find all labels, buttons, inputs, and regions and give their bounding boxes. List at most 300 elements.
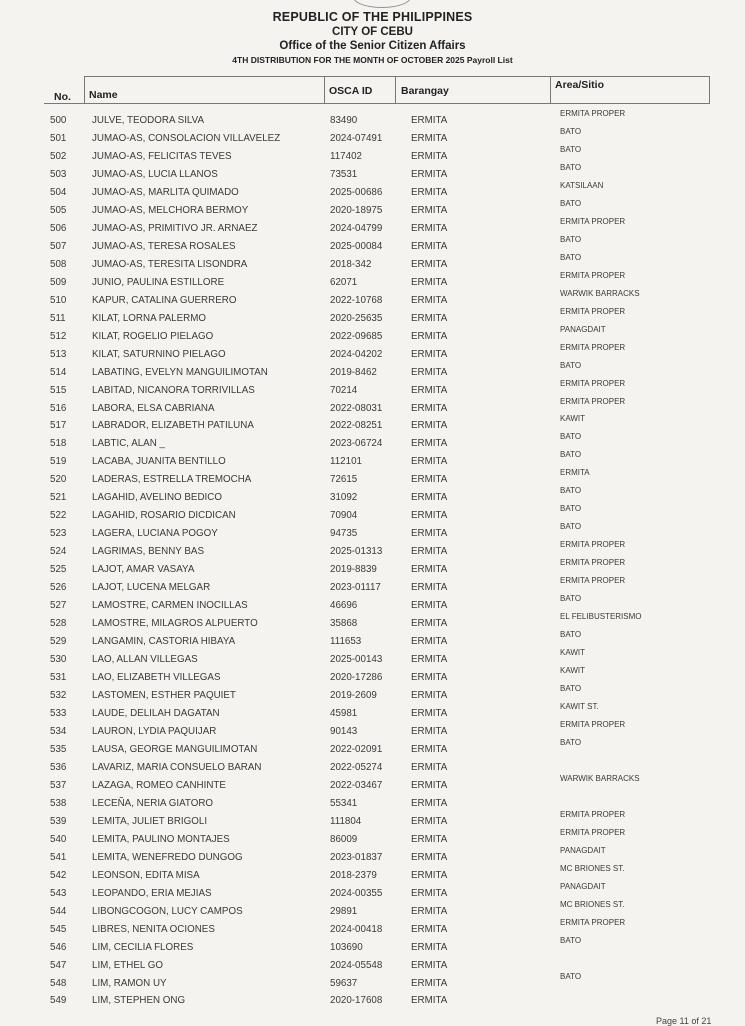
- header-city: CITY OF CEBU: [332, 26, 413, 38]
- header-divider: [84, 76, 85, 103]
- row-area: BATO: [560, 504, 582, 514]
- header-country: REPUBLIC OF THE PHILIPPINES: [272, 10, 473, 24]
- row-osca-id: 2019-8839: [330, 564, 377, 576]
- row-number: 526: [50, 582, 67, 594]
- row-osca-id: 2022-08031: [330, 402, 383, 414]
- row-area: BATO: [560, 126, 582, 136]
- column-no: No.: [54, 91, 71, 103]
- row-number: 523: [50, 528, 67, 540]
- header-divider: [709, 76, 710, 103]
- row-area: ERMITA PROPER: [560, 216, 626, 226]
- header-divider: [324, 76, 325, 103]
- row-name: LABRADOR, ELIZABETH PATILUNA: [92, 420, 254, 432]
- row-osca-id: 2019-8462: [330, 366, 377, 378]
- table-row: [0, 971, 745, 994]
- row-area: KAWIT ST.: [560, 701, 599, 711]
- row-barangay: ERMITA: [411, 672, 448, 684]
- row-osca-id: 2023-06724: [330, 438, 383, 450]
- row-barangay: ERMITA: [411, 887, 448, 899]
- table-row: [0, 486, 745, 508]
- row-osca-id: 111653: [330, 636, 362, 648]
- row-number: 528: [50, 618, 67, 630]
- row-area: ERMITA PROPER: [560, 342, 626, 352]
- row-name: LIM, RAMON UY: [92, 977, 167, 989]
- row-barangay: ERMITA: [411, 492, 448, 504]
- row-area: BATO: [560, 360, 582, 370]
- row-name: LACABA, JUANITA BENTILLO: [92, 456, 226, 468]
- row-osca-id: 62071: [330, 276, 358, 288]
- row-number: 501: [50, 132, 67, 144]
- row-name: LAMOSTRE, CARMEN INOCILLAS: [92, 600, 248, 612]
- table-row: [0, 576, 745, 598]
- row-name: LABTIC, ALAN _: [92, 438, 165, 450]
- table-row: [0, 917, 745, 940]
- row-osca-id: 83490: [330, 115, 358, 126]
- row-area: WARWIK BARRACKS: [560, 773, 640, 783]
- row-name: LABITAD, NICANORA TORRIVILLAS: [92, 384, 255, 396]
- row-osca-id: 2023-01117: [330, 582, 381, 594]
- table-row: [0, 796, 745, 814]
- row-number: 541: [50, 851, 67, 863]
- row-area: MC BRIONES ST.: [560, 863, 625, 873]
- row-name: LAURON, LYDIA PAQUIJAR: [92, 725, 217, 737]
- row-name: LAGRIMAS, BENNY BAS: [92, 546, 204, 558]
- row-osca-id: 2020-25635: [330, 312, 383, 324]
- row-number: 511: [50, 312, 66, 324]
- row-name: LIM, STEPHEN ONG: [92, 995, 186, 1007]
- row-barangay: ERMITA: [411, 258, 448, 270]
- row-area: BATO: [560, 144, 582, 154]
- table-row: [0, 306, 745, 329]
- row-name: LAO, ALLAN VILLEGAS: [92, 654, 198, 666]
- row-osca-id: 2024-00355: [330, 887, 383, 899]
- row-osca-id: 2024-04202: [330, 348, 383, 360]
- row-barangay: ERMITA: [411, 186, 448, 198]
- row-osca-id: 59637: [330, 977, 358, 989]
- row-area: ERMITA: [560, 468, 590, 478]
- row-barangay: ERMITA: [411, 743, 448, 755]
- table-row: [0, 809, 745, 832]
- row-osca-id: 46696: [330, 600, 358, 612]
- row-barangay: ERMITA: [411, 240, 448, 252]
- row-number: 517: [50, 420, 67, 432]
- row-area: ERMITA PROPER: [560, 378, 626, 388]
- row-area: ERMITA PROPER: [560, 719, 626, 729]
- row-barangay: ERMITA: [411, 510, 448, 522]
- row-area: BATO: [560, 432, 582, 442]
- row-number: 513: [50, 348, 67, 360]
- row-name: LECEÑA, NERIA GIATORO: [92, 797, 214, 809]
- row-barangay: ERMITA: [411, 204, 448, 216]
- row-number: 510: [50, 294, 67, 306]
- row-number: 529: [50, 636, 67, 648]
- row-number: 521: [50, 492, 67, 504]
- table-row: [0, 414, 745, 436]
- column-barangay: Barangay: [401, 85, 449, 97]
- row-barangay: ERMITA: [411, 654, 448, 666]
- table-row: [0, 162, 745, 185]
- table-row: [0, 109, 745, 131]
- row-name: JUMAO-AS, PRIMITIVO JR. ARNAEZ: [92, 222, 258, 234]
- row-barangay: ERMITA: [411, 725, 448, 737]
- row-area: ERMITA PROPER: [560, 558, 626, 568]
- row-number: 525: [50, 564, 67, 576]
- table-row: [0, 378, 745, 401]
- row-barangay: ERMITA: [411, 618, 448, 630]
- table-row: [0, 288, 745, 311]
- row-osca-id: 2022-05274: [330, 761, 383, 773]
- row-number: 544: [50, 905, 67, 917]
- row-osca-id: 86009: [330, 833, 358, 845]
- row-osca-id: 2020-17286: [330, 672, 383, 684]
- page-number: Page 11 of 21: [656, 1016, 712, 1026]
- table-row: [0, 360, 745, 383]
- row-name: LAJOT, AMAR VASAYA: [92, 564, 195, 576]
- row-barangay: ERMITA: [411, 582, 448, 594]
- row-area: KAWIT: [560, 414, 586, 424]
- row-osca-id: 29891: [330, 905, 358, 917]
- row-name: LIM, ETHEL GO: [92, 959, 163, 971]
- row-number: 540: [50, 833, 67, 845]
- row-barangay: ERMITA: [411, 923, 448, 935]
- row-area: ERMITA PROPER: [560, 809, 626, 819]
- table-row: [0, 719, 745, 742]
- row-name: LIM, CECILIA FLORES: [92, 941, 194, 953]
- row-name: LANGAMIN, CASTORIA HIBAYA: [92, 636, 236, 648]
- row-barangay: ERMITA: [411, 779, 448, 791]
- row-number: 504: [50, 186, 67, 198]
- row-number: 546: [50, 941, 67, 953]
- table-row: [0, 701, 745, 724]
- row-number: 530: [50, 654, 67, 666]
- table-row: [0, 648, 745, 670]
- row-area: PANAGDAIT: [560, 324, 606, 334]
- row-area: BATO: [560, 522, 582, 532]
- row-area: ERMITA PROPER: [560, 827, 626, 837]
- table-row: [0, 324, 745, 347]
- table-row: [0, 234, 745, 257]
- row-name: JUMAO-AS, FELICITAS TEVES: [92, 150, 232, 162]
- row-number: 522: [50, 510, 67, 522]
- row-osca-id: 2020-17608: [330, 995, 383, 1007]
- row-area: BATO: [560, 737, 582, 747]
- header-divider: [550, 76, 551, 103]
- row-name: JUMAO-AS, CONSOLACION VILLAVELEZ: [92, 132, 281, 144]
- table-row: [0, 935, 745, 958]
- row-number: 509: [50, 276, 67, 288]
- table-row: [0, 630, 745, 652]
- column-name: Name: [89, 89, 118, 101]
- row-barangay: ERMITA: [411, 690, 448, 701]
- row-osca-id: 2022-10768: [330, 294, 383, 306]
- row-name: JUNIO, PAULINA ESTILLORE: [92, 276, 225, 288]
- table-row: [0, 216, 745, 239]
- row-number: 514: [50, 366, 67, 378]
- row-barangay: ERMITA: [411, 528, 448, 540]
- row-barangay: ERMITA: [411, 384, 448, 396]
- row-barangay: ERMITA: [411, 366, 448, 378]
- row-barangay: ERMITA: [411, 115, 448, 126]
- row-number: 538: [50, 797, 67, 809]
- payroll-rows: [0, 109, 745, 1011]
- row-name: JUMAO-AS, TERESITA LISONDRA: [92, 258, 248, 270]
- table-row: [0, 252, 745, 275]
- row-name: JUMAO-AS, MELCHORA BERMOY: [92, 204, 249, 216]
- row-area: ERMITA PROPER: [560, 109, 626, 118]
- row-name: LAGAHID, AVELINO BEDICO: [92, 492, 222, 504]
- row-osca-id: 2022-08251: [330, 420, 383, 432]
- row-barangay: ERMITA: [411, 168, 448, 180]
- row-name: JUMAO-AS, MARLITA QUIMADO: [92, 186, 239, 198]
- row-barangay: ERMITA: [411, 402, 448, 414]
- row-number: 534: [50, 725, 67, 737]
- row-number: 535: [50, 743, 67, 755]
- row-osca-id: 2023-01837: [330, 851, 383, 863]
- row-area: BATO: [560, 684, 582, 693]
- row-osca-id: 2024-07491: [330, 132, 383, 144]
- header-distribution: 4TH DISTRIBUTION FOR THE MONTH OF OCTOBER 2025 Payroll List: [232, 55, 513, 65]
- row-area: BATO: [560, 630, 582, 640]
- row-barangay: ERMITA: [411, 851, 448, 863]
- row-osca-id: 2024-05548: [330, 959, 383, 971]
- row-osca-id: 2018-2379: [330, 869, 377, 881]
- table-row: [0, 504, 745, 526]
- row-area: ERMITA PROPER: [560, 917, 626, 927]
- row-area: PANAGDAIT: [560, 881, 606, 891]
- row-barangay: ERMITA: [411, 420, 448, 432]
- table-row: [0, 737, 745, 760]
- row-number: 533: [50, 707, 67, 719]
- table-row: [0, 881, 745, 904]
- row-name: JULVE, TEODORA SILVA: [92, 115, 204, 126]
- row-osca-id: 72615: [330, 474, 358, 486]
- row-number: 519: [50, 456, 67, 468]
- row-barangay: ERMITA: [411, 869, 448, 881]
- row-barangay: ERMITA: [411, 761, 448, 773]
- row-number: 506: [50, 222, 67, 234]
- row-name: LIBONGCOGON, LUCY CAMPOS: [92, 905, 243, 917]
- row-barangay: ERMITA: [411, 905, 448, 917]
- header-office: Office of the Senior Citizen Affairs: [279, 40, 466, 52]
- row-osca-id: 45981: [330, 707, 358, 719]
- table-row: [0, 522, 745, 544]
- row-name: LEOPANDO, ERIA MEJIAS: [92, 887, 212, 899]
- row-osca-id: 35868: [330, 618, 358, 630]
- row-osca-id: 2022-03467: [330, 779, 383, 791]
- row-osca-id: 94735: [330, 528, 358, 540]
- row-area: KATSILAAN: [560, 180, 604, 190]
- row-area: KAWIT: [560, 648, 586, 658]
- row-barangay: ERMITA: [411, 600, 448, 612]
- column-osca-id: OSCA ID: [329, 85, 373, 97]
- table-row: [0, 432, 745, 454]
- row-barangay: ERMITA: [411, 348, 448, 360]
- column-area: Area/Sitio: [555, 79, 605, 91]
- row-barangay: ERMITA: [411, 546, 448, 558]
- row-area: BATO: [560, 486, 582, 496]
- row-barangay: ERMITA: [411, 474, 448, 486]
- row-name: LAUSA, GEORGE MANGUILIMOTAN: [92, 743, 258, 755]
- row-barangay: ERMITA: [411, 150, 448, 162]
- row-name: JUMAO-AS, TERESA ROSALES: [92, 240, 236, 252]
- row-area: ERMITA PROPER: [560, 270, 626, 280]
- row-osca-id: 31092: [330, 492, 358, 504]
- row-osca-id: 2018-342: [330, 258, 372, 270]
- row-barangay: ERMITA: [411, 707, 448, 719]
- row-number: 512: [50, 330, 67, 342]
- row-osca-id: 2024-04799: [330, 222, 383, 234]
- header-line-top: [84, 76, 710, 77]
- table-row: [0, 396, 745, 419]
- row-name: LADERAS, ESTRELLA TREMOCHA: [92, 474, 252, 486]
- row-barangay: ERMITA: [411, 132, 448, 144]
- row-number: 542: [50, 869, 67, 881]
- row-number: 524: [50, 546, 67, 558]
- row-name: LABORA, ELSA CABRIANA: [92, 402, 215, 414]
- table-row: [0, 845, 745, 868]
- row-number: 503: [50, 168, 67, 180]
- table-row: [0, 899, 745, 922]
- table-row: [0, 198, 745, 221]
- row-name: LEMITA, JULIET BRIGOLI: [92, 815, 208, 827]
- row-number: 520: [50, 474, 67, 486]
- table-row: [0, 863, 745, 886]
- row-area: BATO: [560, 162, 582, 172]
- row-barangay: ERMITA: [411, 276, 448, 288]
- table-row: [0, 773, 745, 796]
- table-row: [0, 144, 745, 167]
- row-number: 500: [50, 115, 67, 126]
- row-barangay: ERMITA: [411, 222, 448, 234]
- row-area: BATO: [560, 935, 582, 945]
- row-barangay: ERMITA: [411, 815, 448, 827]
- row-name: LABATING, EVELYN MANGUILIMOTAN: [92, 366, 268, 378]
- row-name: LAVARIZ, MARIA CONSUELO BARAN: [92, 761, 262, 773]
- row-area: BATO: [560, 198, 582, 208]
- row-osca-id: 2024-00418: [330, 923, 383, 935]
- table-row: [0, 450, 745, 472]
- row-barangay: ERMITA: [411, 977, 448, 989]
- table-row: [0, 468, 745, 490]
- row-name: LAJOT, LUCENA MELGAR: [92, 582, 211, 594]
- row-area: ERMITA PROPER: [560, 540, 626, 550]
- table-row: [0, 684, 745, 706]
- row-osca-id: 73531: [330, 168, 358, 180]
- row-barangay: ERMITA: [411, 438, 448, 450]
- row-osca-id: 117402: [330, 150, 362, 162]
- row-name: LEMITA, WENEFREDO DUNGOG: [92, 851, 243, 863]
- row-osca-id: 111804: [330, 815, 362, 827]
- row-number: 505: [50, 204, 67, 216]
- row-osca-id: 2025-00143: [330, 654, 383, 666]
- row-number: 507: [50, 240, 67, 252]
- table-row: [0, 958, 745, 976]
- row-number: 532: [50, 690, 67, 701]
- row-osca-id: 2025-01313: [330, 546, 383, 558]
- row-barangay: ERMITA: [411, 636, 448, 648]
- row-number: 537: [50, 779, 67, 791]
- row-osca-id: 2020-18975: [330, 204, 383, 216]
- row-area: BATO: [560, 594, 582, 604]
- row-number: 516: [50, 402, 67, 414]
- row-area: KAWIT: [560, 666, 586, 676]
- row-barangay: ERMITA: [411, 456, 448, 468]
- row-number: 508: [50, 258, 67, 270]
- row-barangay: ERMITA: [411, 564, 448, 576]
- table-row: [0, 666, 745, 688]
- row-name: LAGERA, LUCIANA POGOY: [92, 528, 218, 540]
- row-name: LASTOMEN, ESTHER PAQUIET: [92, 690, 236, 701]
- row-osca-id: 2025-00686: [330, 186, 383, 198]
- row-osca-id: 2025-00084: [330, 240, 383, 252]
- row-number: 515: [50, 384, 67, 396]
- row-name: LEMITA, PAULINO MONTAJES: [92, 833, 230, 845]
- row-number: 549: [50, 995, 67, 1007]
- row-number: 527: [50, 600, 67, 612]
- row-osca-id: 112101: [330, 456, 362, 468]
- row-name: KAPUR, CATALINA GUERRERO: [92, 294, 237, 306]
- row-number: 547: [50, 959, 67, 971]
- table-row: [0, 993, 745, 1011]
- row-area: MC BRIONES ST.: [560, 899, 625, 909]
- header-divider: [395, 76, 396, 103]
- row-area: BATO: [560, 971, 582, 981]
- row-name: LAUDE, DELILAH DAGATAN: [92, 707, 220, 719]
- row-osca-id: 90143: [330, 725, 358, 737]
- row-area: BATO: [560, 450, 582, 460]
- row-osca-id: 2022-09685: [330, 330, 383, 342]
- row-barangay: ERMITA: [411, 312, 448, 324]
- row-barangay: ERMITA: [411, 833, 448, 845]
- row-osca-id: 55341: [330, 797, 358, 809]
- row-name: KILAT, LORNA PALERMO: [92, 312, 206, 324]
- row-number: 539: [50, 815, 67, 827]
- row-area: ERMITA PROPER: [560, 306, 626, 316]
- row-name: KILAT, SATURNINO PIELAGO: [92, 348, 226, 360]
- row-number: 502: [50, 150, 67, 162]
- row-name: LAMOSTRE, MILAGROS ALPUERTO: [92, 618, 258, 630]
- row-osca-id: 70904: [330, 510, 358, 522]
- row-barangay: ERMITA: [411, 959, 448, 971]
- row-osca-id: 2022-02091: [330, 743, 383, 755]
- row-number: 518: [50, 438, 67, 450]
- header-line-bottom: [44, 103, 710, 104]
- seal-icon: [353, 0, 411, 8]
- table-row: [0, 827, 745, 850]
- row-area: BATO: [560, 234, 582, 244]
- row-name: LAZAGA, ROMEO CANHINTE: [92, 779, 226, 791]
- table-row: [0, 126, 745, 149]
- row-barangay: ERMITA: [411, 995, 448, 1007]
- table-row: [0, 342, 745, 365]
- row-osca-id: 70214: [330, 384, 358, 396]
- row-name: LAO, ELIZABETH VILLEGAS: [92, 672, 221, 684]
- table-header: [44, 66, 710, 104]
- row-barangay: ERMITA: [411, 941, 448, 953]
- row-area: WARWIK BARRACKS: [560, 288, 640, 298]
- row-number: 543: [50, 887, 67, 899]
- table-row: [0, 558, 745, 580]
- row-area: ERMITA PROPER: [560, 576, 626, 586]
- row-osca-id: 103690: [330, 941, 363, 953]
- row-barangay: ERMITA: [411, 330, 448, 342]
- row-name: JUMAO-AS, LUCIA LLANOS: [92, 168, 218, 180]
- table-row: [0, 612, 745, 634]
- row-number: 536: [50, 761, 67, 773]
- row-barangay: ERMITA: [411, 294, 448, 306]
- row-name: KILAT, ROGELIO PIELAGO: [92, 330, 214, 342]
- table-row: [0, 180, 745, 203]
